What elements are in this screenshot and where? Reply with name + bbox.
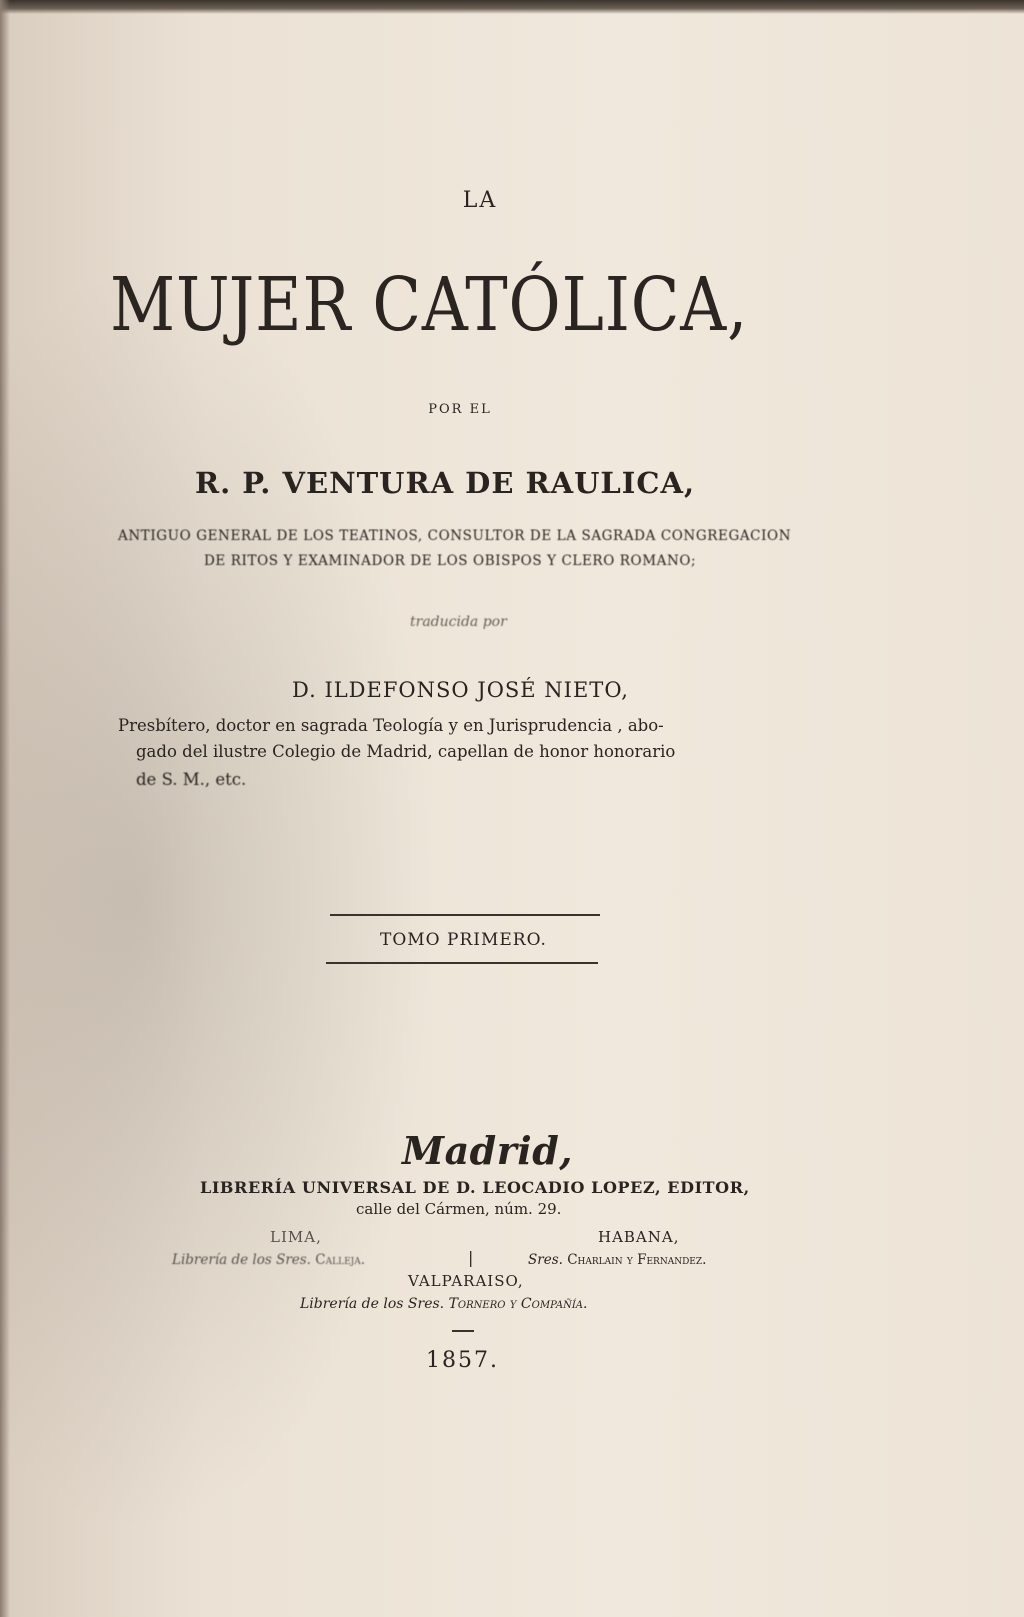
page-left-edge bbox=[0, 0, 10, 1617]
habana-shop-name: Charlain y Fernandez. bbox=[567, 1252, 707, 1268]
lima-shop-prefix: Librería de los Sres. bbox=[172, 1252, 311, 1268]
author-credits-line-2: DE RITOS Y EXAMINADOR DE LOS OBISPOS Y CLERO ROMANO; bbox=[204, 553, 697, 569]
publication-year: 1857. bbox=[426, 1348, 499, 1373]
imprint-publisher: LIBRERÍA UNIVERSAL DE D. LEOCADIO LOPEZ, EDITOR, bbox=[200, 1178, 750, 1197]
book-title: MUJER CATÓLICA, bbox=[110, 262, 749, 348]
year-rule bbox=[452, 1330, 474, 1332]
translator-credits-line-1: Presbítero, doctor en sagrada Teología y en Jurisprudencia , abo- bbox=[118, 716, 664, 735]
valparaiso-bookshop bbox=[300, 1296, 720, 1312]
habana-city: HABANA, bbox=[598, 1228, 680, 1246]
habana-shop-prefix: Sres. bbox=[528, 1252, 563, 1268]
translator-credits-line-2: gado del ilustre Colegio de Madrid, capellan de honor honorario bbox=[136, 742, 676, 761]
title-article: LA bbox=[462, 188, 498, 213]
author-credits-line-1: ANTIGUO GENERAL DE LOS TEATINOS, CONSULTOR DE LA SAGRADA CONGREGACION bbox=[118, 528, 792, 544]
imprint-city: Madrid, bbox=[402, 1128, 574, 1173]
habana-bookshop bbox=[528, 1252, 706, 1268]
translated-by-label: traducida por bbox=[410, 614, 507, 630]
valparaiso-shop-name: Tornero y Compañía. bbox=[448, 1296, 588, 1312]
translator-credits-line-3: de S. M., etc. bbox=[136, 770, 247, 789]
imprint-address: calle del Cármen, núm. 29. bbox=[356, 1200, 562, 1218]
volume-label: TOMO PRIMERO. bbox=[380, 930, 547, 950]
imprint-separator: | bbox=[468, 1248, 474, 1267]
author-name: R. P. VENTURA DE RAULICA, bbox=[195, 466, 696, 500]
lima-shop-name: Calleja. bbox=[315, 1252, 366, 1268]
valparaiso-city: VALPARAISO, bbox=[408, 1272, 524, 1290]
lima-bookshop bbox=[172, 1252, 365, 1268]
lima-city: LIMA, bbox=[270, 1228, 322, 1246]
translator-name: D. ILDEFONSO JOSÉ NIETO, bbox=[292, 678, 629, 702]
valparaiso-shop-prefix: Librería de los Sres. bbox=[300, 1296, 445, 1312]
volume-rule-top bbox=[330, 914, 600, 916]
by-label: POR EL bbox=[428, 402, 492, 417]
page-top-edge bbox=[0, 0, 1024, 14]
volume-rule-bottom bbox=[326, 962, 598, 964]
